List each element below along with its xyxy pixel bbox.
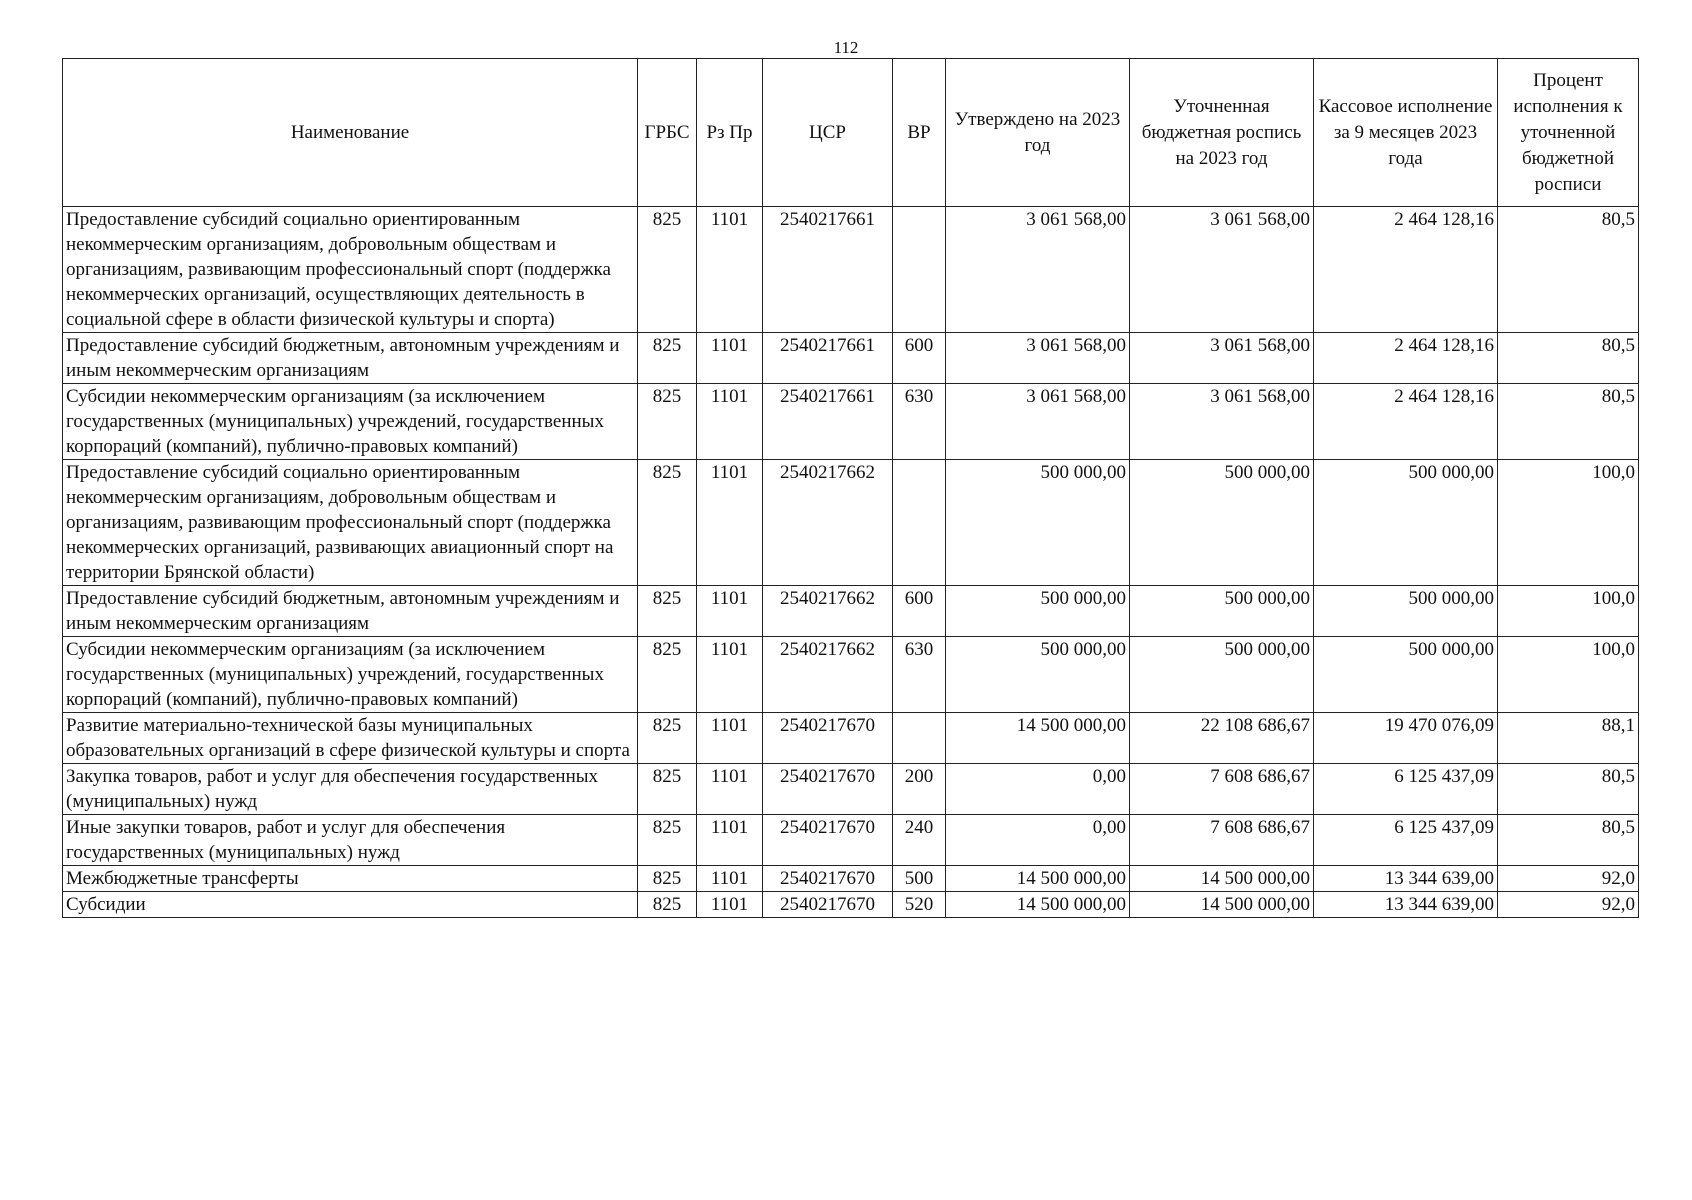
cell-grbs: 825 <box>638 637 697 713</box>
cell-csr: 2540217670 <box>763 866 893 892</box>
cell-grbs: 825 <box>638 384 697 460</box>
cell-approved: 3 061 568,00 <box>946 207 1130 333</box>
cell-csr: 2540217661 <box>763 207 893 333</box>
cell-name: Субсидии некоммерческим организациям (за исключением государственных (муниципальных) учреждений, государственных корпораций (компаний), публично-правовых компаний) <box>63 384 638 460</box>
table-row <box>63 460 1639 586</box>
table-row <box>63 815 1639 866</box>
cell-executed: 2 464 128,16 <box>1314 384 1498 460</box>
col-header-rzpr: Рз Пр <box>697 59 763 207</box>
cell-vr: 500 <box>893 866 946 892</box>
col-header-grbs: ГРБС <box>638 59 697 207</box>
table-row <box>63 384 1639 460</box>
cell-rzpr: 1101 <box>697 384 763 460</box>
cell-refined: 7 608 686,67 <box>1130 815 1314 866</box>
table-row <box>63 892 1639 918</box>
cell-csr: 2540217662 <box>763 586 893 637</box>
cell-name: Субсидии <box>63 892 638 918</box>
cell-name: Предоставление субсидий бюджетным, автономным учреждениям и иным некоммерческим организациям <box>63 333 638 384</box>
cell-csr: 2540217670 <box>763 892 893 918</box>
cell-refined: 14 500 000,00 <box>1130 892 1314 918</box>
cell-grbs: 825 <box>638 586 697 637</box>
cell-name: Предоставление субсидий социально ориентированным некоммерческим организациям, добровольным обществам и организациям, развивающим профессиональный спорт (поддержка некоммерческих организаций, осуществляющих деятельность в социальной сфере в области физической культуры и спорта) <box>63 207 638 333</box>
cell-grbs: 825 <box>638 333 697 384</box>
cell-executed: 13 344 639,00 <box>1314 866 1498 892</box>
cell-refined: 500 000,00 <box>1130 637 1314 713</box>
cell-csr: 2540217670 <box>763 815 893 866</box>
col-header-executed: Кассовое исполнение за 9 месяцев 2023 года <box>1314 59 1498 207</box>
cell-grbs: 825 <box>638 207 697 333</box>
table-body <box>63 207 1639 918</box>
cell-executed: 500 000,00 <box>1314 586 1498 637</box>
cell-approved: 14 500 000,00 <box>946 866 1130 892</box>
cell-vr: 630 <box>893 637 946 713</box>
cell-grbs: 825 <box>638 815 697 866</box>
cell-executed: 13 344 639,00 <box>1314 892 1498 918</box>
cell-executed: 6 125 437,09 <box>1314 815 1498 866</box>
cell-executed: 500 000,00 <box>1314 460 1498 586</box>
page-number: 112 <box>833 38 859 57</box>
cell-vr: 240 <box>893 815 946 866</box>
cell-rzpr: 1101 <box>697 713 763 764</box>
cell-executed: 2 464 128,16 <box>1314 333 1498 384</box>
cell-approved: 0,00 <box>946 815 1130 866</box>
cell-percent: 80,5 <box>1498 384 1639 460</box>
cell-percent: 100,0 <box>1498 586 1639 637</box>
cell-refined: 7 608 686,67 <box>1130 764 1314 815</box>
cell-rzpr: 1101 <box>697 207 763 333</box>
header-row <box>63 59 1639 207</box>
cell-grbs: 825 <box>638 713 697 764</box>
cell-name: Межбюджетные трансферты <box>63 866 638 892</box>
cell-name: Иные закупки товаров, работ и услуг для обеспечения государственных (муниципальных) нужд <box>63 815 638 866</box>
cell-vr <box>893 207 946 333</box>
cell-vr: 200 <box>893 764 946 815</box>
cell-executed: 19 470 076,09 <box>1314 713 1498 764</box>
cell-rzpr: 1101 <box>697 637 763 713</box>
budget-table <box>62 58 1639 918</box>
cell-grbs: 825 <box>638 866 697 892</box>
col-header-csr: ЦСР <box>763 59 893 207</box>
col-header-refined: Уточненная бюджетная роспись на 2023 год <box>1130 59 1314 207</box>
cell-rzpr: 1101 <box>697 333 763 384</box>
cell-percent: 100,0 <box>1498 637 1639 713</box>
cell-csr: 2540217662 <box>763 637 893 713</box>
cell-percent: 88,1 <box>1498 713 1639 764</box>
cell-csr: 2540217662 <box>763 460 893 586</box>
table-row <box>63 713 1639 764</box>
cell-vr: 600 <box>893 586 946 637</box>
cell-approved: 3 061 568,00 <box>946 384 1130 460</box>
cell-percent: 80,5 <box>1498 815 1639 866</box>
cell-rzpr: 1101 <box>697 460 763 586</box>
cell-grbs: 825 <box>638 764 697 815</box>
cell-vr <box>893 713 946 764</box>
table-row <box>63 207 1639 333</box>
col-header-approved: Утверждено на 2023 год <box>946 59 1130 207</box>
cell-percent: 100,0 <box>1498 460 1639 586</box>
col-header-name: Наименование <box>63 59 638 207</box>
cell-executed: 2 464 128,16 <box>1314 207 1498 333</box>
cell-refined: 3 061 568,00 <box>1130 384 1314 460</box>
cell-percent: 92,0 <box>1498 866 1639 892</box>
cell-csr: 2540217670 <box>763 764 893 815</box>
cell-approved: 0,00 <box>946 764 1130 815</box>
cell-refined: 3 061 568,00 <box>1130 207 1314 333</box>
cell-approved: 500 000,00 <box>946 460 1130 586</box>
cell-rzpr: 1101 <box>697 764 763 815</box>
table-header <box>63 59 1639 207</box>
cell-refined: 500 000,00 <box>1130 586 1314 637</box>
cell-name: Закупка товаров, работ и услуг для обеспечения государственных (муниципальных) нужд <box>63 764 638 815</box>
cell-csr: 2540217661 <box>763 333 893 384</box>
table-row <box>63 637 1639 713</box>
cell-grbs: 825 <box>638 460 697 586</box>
cell-approved: 3 061 568,00 <box>946 333 1130 384</box>
cell-vr: 630 <box>893 384 946 460</box>
table-row <box>63 764 1639 815</box>
cell-approved: 14 500 000,00 <box>946 713 1130 764</box>
cell-rzpr: 1101 <box>697 815 763 866</box>
cell-name: Предоставление субсидий социально ориентированным некоммерческим организациям, добровольным обществам и организациям, развивающим профессиональный спорт (поддержка некоммерческих организаций, развивающих авиационный спорт на территории Брянской области) <box>63 460 638 586</box>
table-row <box>63 586 1639 637</box>
cell-name: Субсидии некоммерческим организациям (за исключением государственных (муниципальных) учреждений, государственных корпораций (компаний), публично-правовых компаний) <box>63 637 638 713</box>
cell-approved: 500 000,00 <box>946 586 1130 637</box>
cell-approved: 14 500 000,00 <box>946 892 1130 918</box>
table-row <box>63 866 1639 892</box>
cell-rzpr: 1101 <box>697 866 763 892</box>
cell-refined: 14 500 000,00 <box>1130 866 1314 892</box>
cell-vr <box>893 460 946 586</box>
col-header-percent: Процент исполнения к уточненной бюджетной росписи <box>1498 59 1639 207</box>
cell-refined: 3 061 568,00 <box>1130 333 1314 384</box>
cell-csr: 2540217670 <box>763 713 893 764</box>
cell-rzpr: 1101 <box>697 586 763 637</box>
cell-approved: 500 000,00 <box>946 637 1130 713</box>
cell-csr: 2540217661 <box>763 384 893 460</box>
cell-vr: 600 <box>893 333 946 384</box>
cell-percent: 80,5 <box>1498 207 1639 333</box>
cell-percent: 92,0 <box>1498 892 1639 918</box>
cell-executed: 6 125 437,09 <box>1314 764 1498 815</box>
cell-refined: 22 108 686,67 <box>1130 713 1314 764</box>
cell-grbs: 825 <box>638 892 697 918</box>
cell-executed: 500 000,00 <box>1314 637 1498 713</box>
col-header-vr: ВР <box>893 59 946 207</box>
table-row <box>63 333 1639 384</box>
cell-rzpr: 1101 <box>697 892 763 918</box>
cell-refined: 500 000,00 <box>1130 460 1314 586</box>
cell-percent: 80,5 <box>1498 764 1639 815</box>
cell-vr: 520 <box>893 892 946 918</box>
cell-name: Предоставление субсидий бюджетным, автономным учреждениям и иным некоммерческим организациям <box>63 586 638 637</box>
cell-percent: 80,5 <box>1498 333 1639 384</box>
cell-name: Развитие материально-технической базы муниципальных образовательных организаций в сфере физической культуры и спорта <box>63 713 638 764</box>
